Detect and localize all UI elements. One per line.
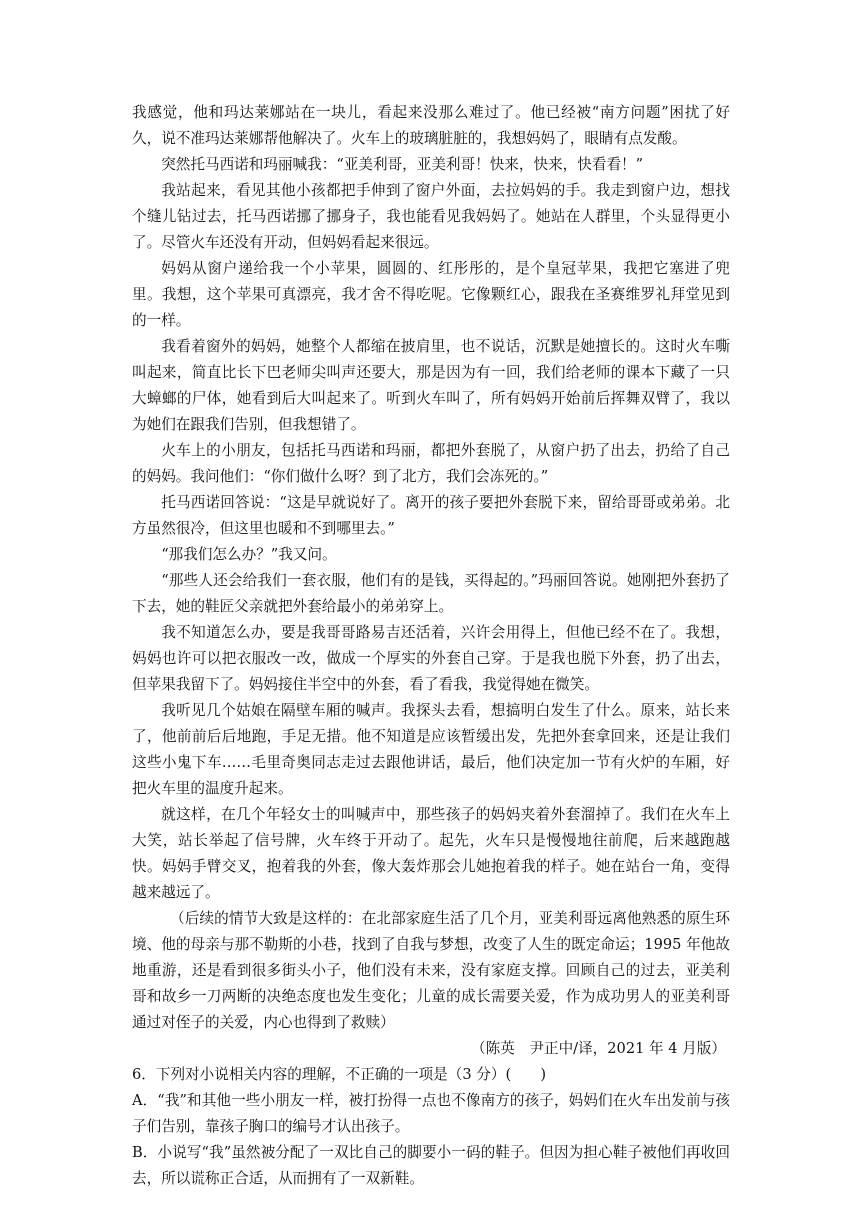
plot-summary-note: （后续的情节大致是这样的：在北部家庭生活了几个月，亚美利哥远离他熟悉的原生环境、他的母亲与那不勒斯的小巷，找到了自我与梦想，改变了人生的既定命运；1995 年他故地重游，还是看到很多街头小子，他们没有未来，没有家庭支撑。回顾自己的过去，亚美利哥和故乡一刀两断的决绝态度也发生变化；儿童的成长需要关爱，作为成功男人的亚美利哥通过对侄子的关爱，内心也得到了救赎） (132, 910, 730, 1031)
paragraph-5: 我看着窗外的妈妈，她整个人都缩在披肩里，也不说话，沉默是她擅长的。这时火车嘶叫起来，简直比长下巴老师尖叫声还要大，那是因为有一回，我们给老师的课本下藏了一只大蟑螂的尸体，她看到后大叫起来了。听到火车叫了，所有妈妈开始前后挥舞双臂了，我以为她们在跟我们告别，但我想错了。 (132, 338, 730, 433)
document-page (132, 100, 730, 1192)
paragraph-10: 我不知道怎么办，要是我哥哥路易吉还活着，兴许会用得上，但他已经不在了。我想，妈妈也许可以把衣服改一改，做成一个厚实的外套自己穿。于是我也脱下外套，扔了出去，但苹果我留下了。妈妈接住半空中的外套，看了看我，我觉得她在微笑。 (132, 624, 730, 693)
paragraph-4: 妈妈从窗户递给我一个小苹果，圆圆的、红彤彤的，是个皇冠苹果，我把它塞进了兜里。我想，这个苹果可真漂亮，我才舍不得吃呢。它像颗红心，跟我在圣赛维罗礼拜堂见到的一样。 (132, 260, 730, 329)
paragraph-6: 火车上的小朋友，包括托马西诺和玛丽，都把外套脱了，从窗户扔了出去，扔给了自己的妈妈。我问他们：“你们做什么呀？到了北方，我们会冻死的。” (132, 442, 730, 485)
paragraph-11: 我听见几个姑娘在隔壁车厢的喊声。我探头去看，想搞明白发生了什么。原来，站长来了，他前前后后地跑，手足无措。他不知道是应该暂缓出发，先把外套拿回来，还是让我们这些小鬼下车……毛里奇奥同志走过去跟他讲话，最后，他们决定加一节有火炉的车厢，好把火车里的温度升起来。 (132, 702, 730, 797)
paragraph-12: 就这样，在几个年轻女士的叫喊声中，那些孩子的妈妈夹着外套溜掉了。我们在火车上大笑，站长举起了信号牌，火车终于开动了。起先，火车只是慢慢地往前爬，后来越跑越快。妈妈手臂交叉，抱着我的外套，像大轰炸那会儿她抱着我的样子。她在站台一角，变得越来越远了。 (132, 806, 730, 901)
paragraph-2: 突然托马西诺和玛丽喊我：“亚美利哥，亚美利哥！快来，快来，快看看！” (161, 156, 644, 173)
translator-attribution: （陈英 尹正中/译，2021 年 4 月版） (471, 1040, 726, 1057)
paragraph-9: “那些人还会给我们一套衣服，他们有的是钱，买得起的。”玛丽回答说。她刚把外套扔了下去，她的鞋匠父亲就把外套给最小的弟弟穿上。 (132, 572, 730, 615)
question-6: 6．下列对小说相关内容的理解，不正确的一项是（3 分）( ) (132, 1066, 547, 1083)
paragraph-7: 托马西诺回答说：“这是早就说好了。离开的孩子要把外套脱下来，留给哥哥或弟弟。北方虽然很冷，但这里也暖和不到哪里去。” (132, 494, 730, 537)
paragraph-3: 我站起来，看见其他小孩都把手伸到了窗户外面，去拉妈妈的手。我走到窗户边，想找个缝儿钻过去，托马西诺挪了挪身子，我也能看见我妈妈了。她站在人群里，个头显得更小了。尽管火车还没有开动，但妈妈看起来很远。 (132, 182, 730, 251)
paragraph-8: “那我们怎么办？”我又问。 (161, 546, 337, 563)
option-b: B．小说写“我”虽然被分配了一双比自己的脚要小一码的鞋子。但因为担心鞋子被他们再收回去，所以谎称正合适，从而拥有了一双新鞋。 (132, 1144, 730, 1187)
option-a: A．“我”和其他一些小朋友一样，被打扮得一点也不像南方的孩子，妈妈们在火车出发前与孩子们告别，靠孩子胸口的编号才认出孩子。 (132, 1092, 730, 1135)
paragraph-1: 我感觉，他和玛达莱娜站在一块儿，看起来没那么难过了。他已经被“南方问题”困扰了好久，说不准玛达莱娜帮他解决了。火车上的玻璃脏脏的，我想妈妈了，眼睛有点发酸。 (132, 104, 730, 147)
